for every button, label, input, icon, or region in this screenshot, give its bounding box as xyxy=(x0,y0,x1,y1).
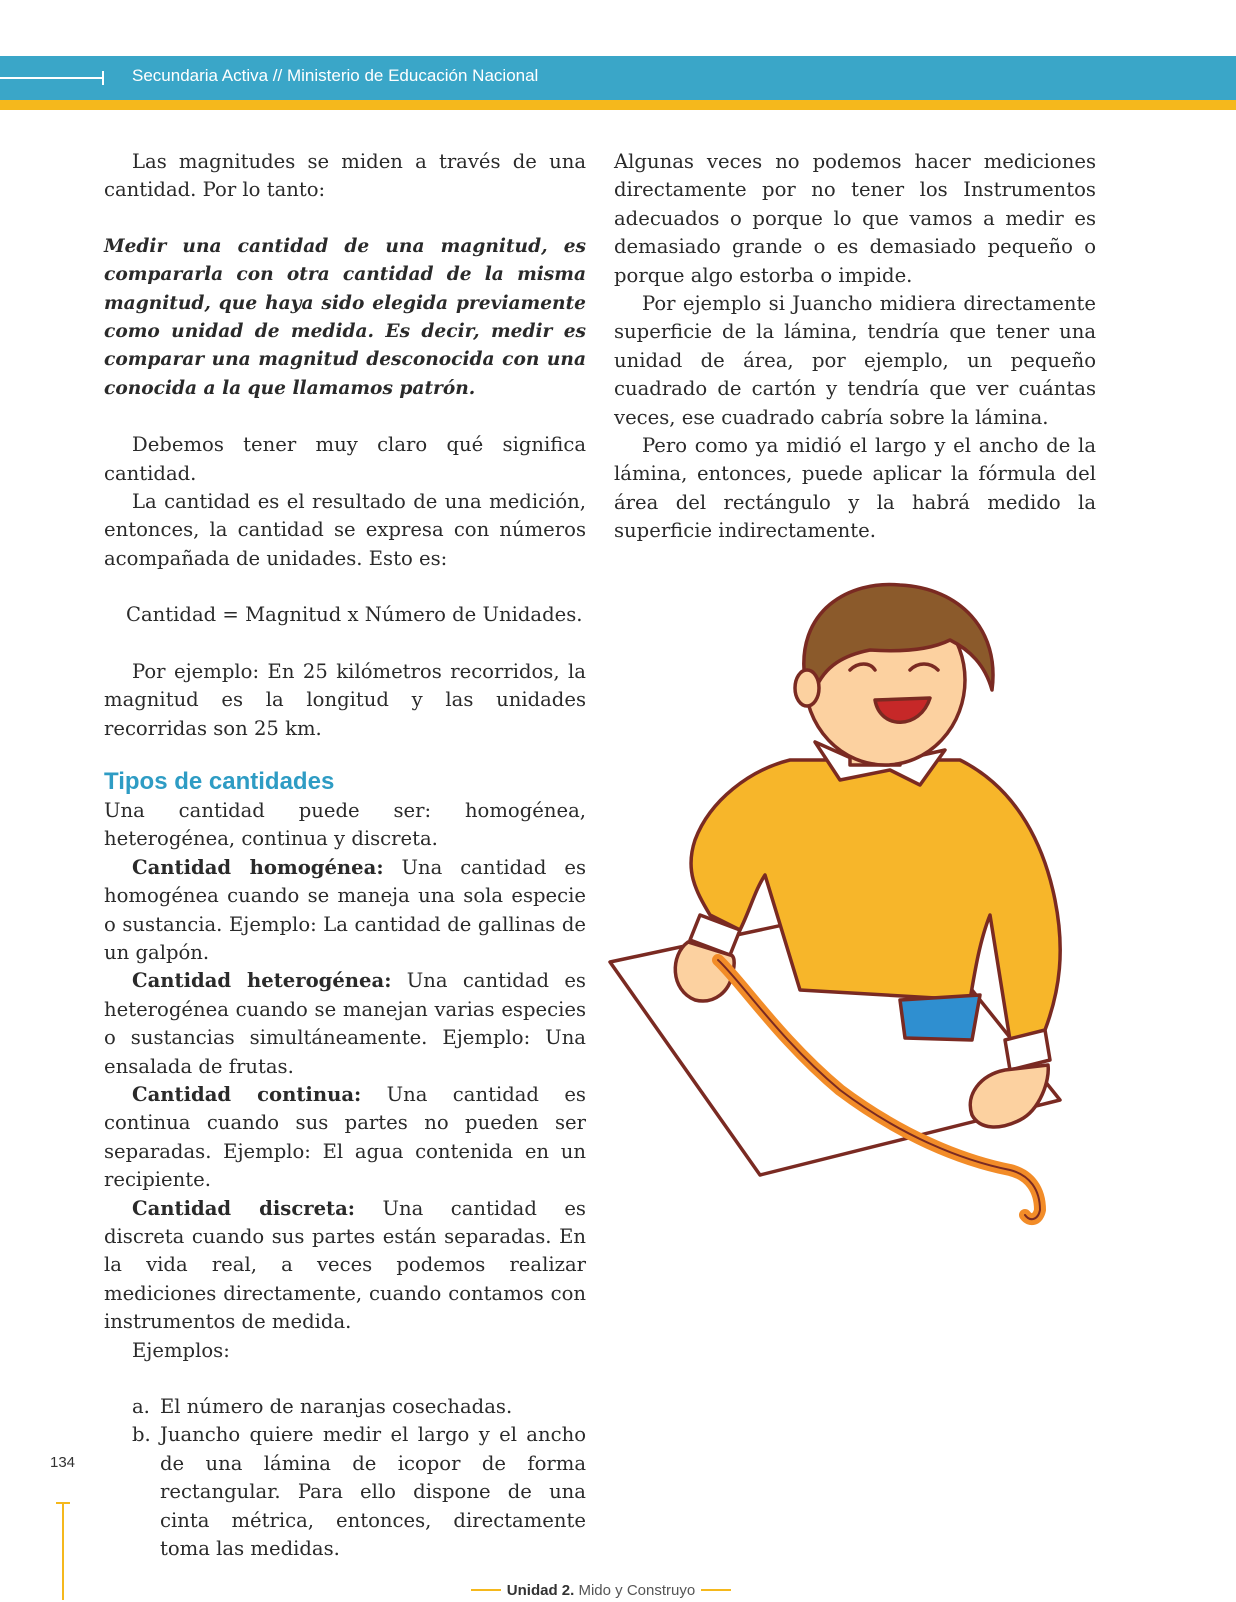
ear xyxy=(795,670,819,706)
type-homogeneous xyxy=(104,854,586,968)
paragraph-indirect: Algunas veces no podemos hacer mediciones directamente por no tener los Instrumentos adecuados o porque lo que vamos a medir es demasiado grande o es demasiado pequeño o porque algo estorba o impide. xyxy=(614,150,1096,287)
type-description: Una cantidad es homogénea cuando se maneja una sola especie o sustancia. Ejemplo: La cantidad de gallinas de un galpón. xyxy=(104,855,586,964)
type-term: Cantidad discreta: xyxy=(132,1196,356,1220)
pants xyxy=(900,995,980,1040)
type-term: Cantidad continua: xyxy=(132,1082,362,1106)
definition-text: Medir una cantidad de una magnitud, es compararla con otra cantidad de la misma magnitud, que haya sido elegida previamente como unidad de medida. Es decir, medir es comparar una magnitud desconocida con una conocida a la que llamamos patrón. xyxy=(104,235,586,399)
right-column xyxy=(614,148,1096,546)
header-title: Secundaria Activa // Ministerio de Educación Nacional xyxy=(132,66,539,85)
type-term: Cantidad heterogénea: xyxy=(132,969,392,993)
examples-list xyxy=(104,1393,586,1563)
list-marker: a. xyxy=(132,1395,150,1419)
header-tick xyxy=(102,71,104,85)
left-rule xyxy=(62,1503,64,1600)
paragraph-formula: Pero como ya midió el largo y el ancho de la lámina, entonces, puede aplicar la fórmula del área del rectángulo y la habrá medido la superficie indirectamente. xyxy=(614,434,1096,543)
type-description: Una cantidad es discreta cuando sus partes están separadas. En la vida real, a veces podemos realizar mediciones directamente, cuando contamos con instrumentos de medida. xyxy=(104,1196,586,1334)
paragraph-intro: Las magnitudes se miden a través de una cantidad. Por lo tanto: xyxy=(104,150,586,202)
type-heterogeneous xyxy=(104,967,586,1081)
footer xyxy=(466,1578,736,1602)
list-marker: b. xyxy=(132,1423,151,1447)
paragraph-quantity-result: La cantidad es el resultado de una medición, entonces, la cantidad se expresa con números acompañada de unidades. Esto es: xyxy=(104,490,586,570)
type-description: Una cantidad es heterogénea cuando se manejan varias especies o sustancias simultáneamente. Ejemplo: Una ensalada de frutas. xyxy=(104,969,586,1078)
types-intro: Una cantidad puede ser: homogénea, heterogénea, continua y discreta. xyxy=(104,798,586,851)
page-number: 134 xyxy=(50,1454,76,1471)
list-item xyxy=(132,1393,586,1421)
formula-text: Cantidad = Magnitud x Número de Unidades. xyxy=(126,603,583,627)
paragraph-quantity: Debemos tener muy claro qué significa cantidad. xyxy=(104,433,586,485)
footer-bar-right xyxy=(701,1589,731,1591)
paragraph-example: Por ejemplo: En 25 kilómetros recorridos, la magnitud es la longitud y las unidades recorridas son 25 km. xyxy=(104,659,586,740)
header-line xyxy=(0,77,104,79)
header-stripe xyxy=(0,100,1236,110)
list-item-text: Juancho quiere medir el largo y el ancho de una lámina de icopor de forma rectangular. Para ello dispone de una cinta métrica, entonces, directamente toma las medidas. xyxy=(160,1423,586,1561)
type-term: Cantidad homogénea: xyxy=(132,855,384,879)
left-column xyxy=(104,148,586,1563)
footer-title: Mido y Construyo xyxy=(574,1581,696,1599)
paragraph-area-unit: Por ejemplo si Juancho midiera directamente superficie de la lámina, tendría que tener una unidad de área, por ejemplo, un pequeño cuadrado de cartón y tendría que ver cuántas veces, ese cuadrado cabría sobre la lámina. xyxy=(614,292,1096,429)
footer-unit: Unidad 2. xyxy=(506,1581,575,1599)
list-item-text: El número de naranjas cosechadas. xyxy=(160,1395,513,1419)
type-description: Una cantidad es continua cuando sus partes no pueden ser separadas. Ejemplo: El agua contenida en un recipiente. xyxy=(104,1082,586,1192)
type-continuous xyxy=(104,1081,586,1195)
list-item xyxy=(132,1421,586,1563)
examples-label: Ejemplos: xyxy=(132,1338,230,1362)
section-title: Tipos de cantidades xyxy=(104,767,335,795)
footer-text xyxy=(507,1582,695,1599)
footer-bar-left xyxy=(471,1589,501,1591)
type-discrete xyxy=(104,1195,586,1337)
boy-measuring-illustration xyxy=(600,570,1100,1250)
